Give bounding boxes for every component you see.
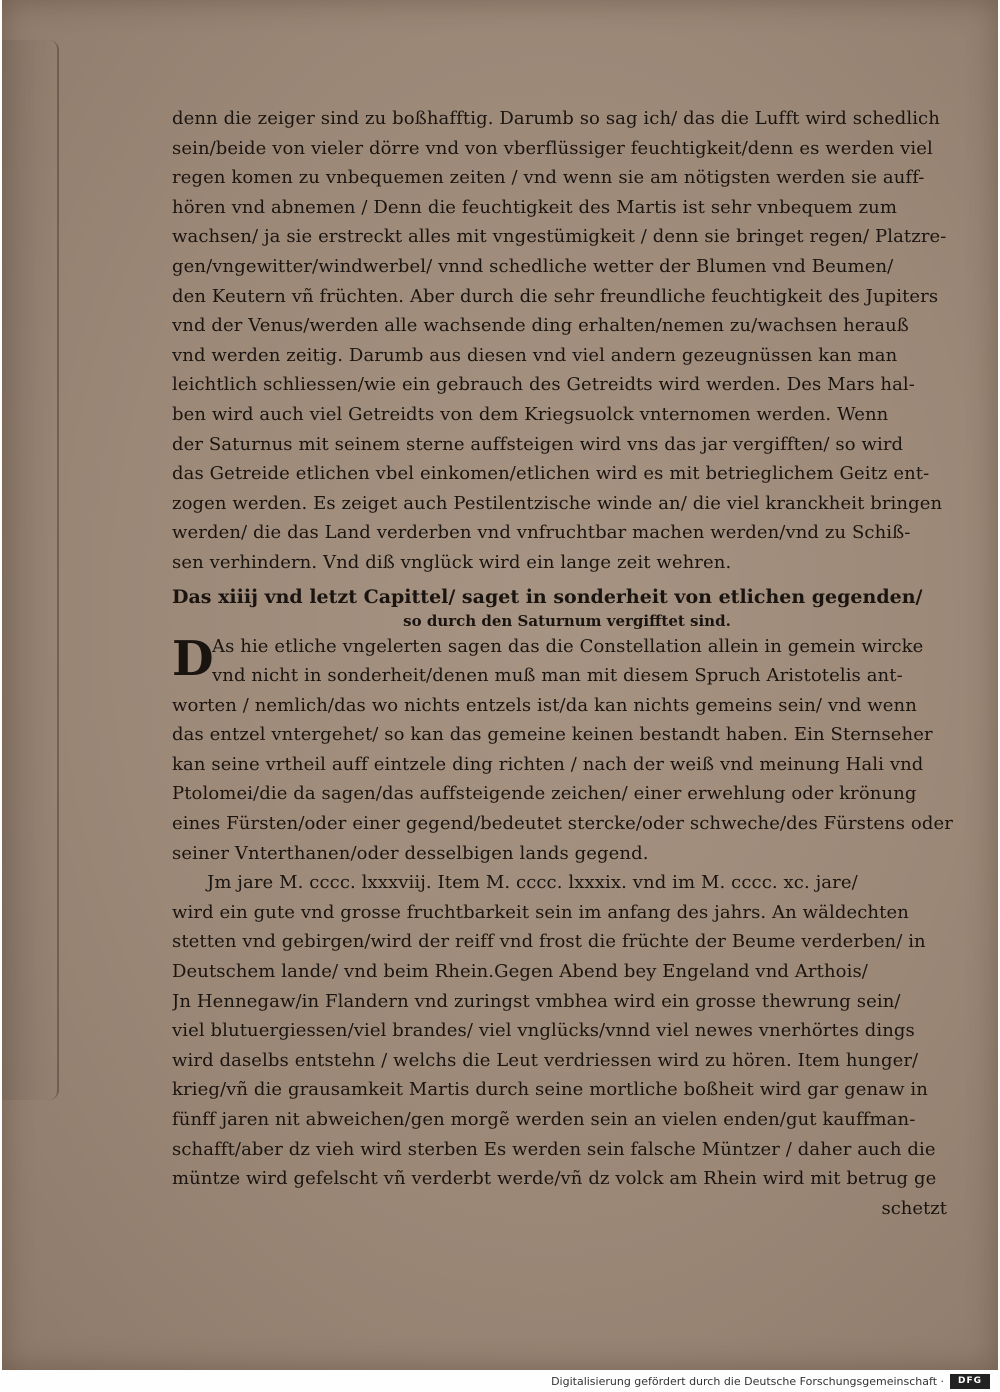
- paragraph-part3: [172, 898, 962, 1194]
- paragraph-part2: [172, 691, 962, 869]
- text-line: seiner Vnterthanen/oder desselbigen lands gegend.: [172, 842, 649, 864]
- paragraph-part1: [172, 104, 962, 578]
- text-line: regen komen zu vnbequemen zeiten / vnd wenn sie am nötigsten werden sie auff-: [172, 167, 925, 189]
- text-line: Ptolomei/die da sagen/das auffsteigende zeichen/ einer erwehlung oder krönung: [172, 783, 917, 805]
- text-line: das Getreide etlichen vbel einkomen/etlichen wird es mit betrieglichem Geitz ent-: [172, 463, 930, 485]
- text-line: worten / nemlich/das wo nichts entzels ist/da kan nichts gemeins sein/ vnd wenn: [172, 694, 917, 716]
- text-line: wachsen/ ja sie erstreckt alles mit vngestümigkeit / denn sie bringet regen/ Platzre-: [172, 226, 947, 248]
- text-block: [172, 104, 962, 1223]
- book-page: [2, 0, 998, 1370]
- text-line: Jn Hennegaw/in Flandern vnd zuringst vmbhea wird ein grosse thewrung sein/: [172, 990, 901, 1012]
- dropcap-paragraph: [172, 632, 962, 691]
- text-line: schafft/aber dz vieh wird sterben Es werden sein falsche Müntzer / daher auch die: [172, 1138, 936, 1160]
- drop-cap: D: [172, 630, 214, 687]
- text-line: krieg/vñ die grausamkeit Martis durch seine mortliche boßheit wird gar genaw in: [172, 1079, 928, 1101]
- text-line: fünff jaren nit abweichen/gen morgẽ werden sein an vielen enden/gut kauffman-: [172, 1109, 916, 1130]
- text-line: müntze wird gefelscht vñ verderbt werde/vñ dz volck am Rhein wird mit betrug ge: [172, 1168, 937, 1190]
- text-line: wird ein gute vnd grosse fruchtbarkeit sein im anfang des jahrs. An wäldechten: [172, 901, 909, 923]
- text-line: der Saturnus mit seinem sterne auffsteigen wird vns das jar vergifften/ so wird: [172, 433, 904, 455]
- text-line: sein/beide von vieler dörre vnd von vberflüssiger feuchtigkeit/denn es werden viel: [172, 137, 933, 159]
- text-line: viel blutuergiessen/viel brandes/ viel vnglücks/vnnd viel newes vnerhörtes dings: [172, 1020, 915, 1042]
- text-line: vnd werden zeitig. Darumb aus diesen vnd viel andern gezeugnüssen kan man: [172, 344, 898, 366]
- text-line: gen/vngewitter/windwerbel/ vnnd schedliche wetter der Blumen vnd Beumen/: [172, 255, 894, 277]
- chapter-heading: Das xiiij vnd letzt Capittel/ saget in sonderheit von etlichen gegenden/: [172, 585, 923, 608]
- text-line: eines Fürsten/oder einer gegend/bedeutet stercke/oder schweche/des Fürstens oder: [172, 813, 953, 835]
- footer-credit: Digitalisierung gefördert durch die Deutsche Forschungsgemeinschaft ·: [551, 1375, 944, 1388]
- text-line: As hie etliche vngelerten sagen das die Constellation allein in gemein wircke: [212, 635, 924, 657]
- catchword: schetzt: [881, 1197, 947, 1219]
- text-line: sen verhindern. Vnd diß vnglück wird ein lange zeit wehren.: [172, 551, 732, 573]
- text-line: wird daselbs entstehn / welchs die Leut verdriessen wird zu hören. Item hunger/: [172, 1049, 919, 1071]
- text-line: Deutschem lande/ vnd beim Rhein.Gegen Abend bey Engeland vnd Arthois/: [172, 961, 868, 983]
- binding-fold: [2, 40, 59, 1100]
- text-line: das entzel vntergehet/ so kan das gemeine keinen bestandt haben. Ein Sternseher: [172, 724, 933, 746]
- dfg-logo: DFG: [950, 1374, 990, 1389]
- chapter-subheading: so durch den Saturnum vergifftet sind.: [403, 611, 731, 630]
- text-line: zogen werden. Es zeiget auch Pestilentzische winde an/ die viel kranckheit bringen: [172, 492, 943, 514]
- text-line: leichtlich schliessen/wie ein gebrauch des Getreidts wird werden. Des Mars hal-: [172, 374, 915, 396]
- text-line: hören vnd abnemen / Denn die feuchtigkeit des Martis ist sehr vnbequem zum: [172, 196, 897, 218]
- text-line: werden/ die das Land verderben vnd vnfruchtbar machen werden/vnd zu Schiß-: [172, 522, 911, 544]
- text-line: vnd der Venus/werden alle wachsende ding erhalten/nemen zu/wachsen herauß: [172, 315, 909, 337]
- text-line: vnd nicht in sonderheit/denen muß man mit diesem Spruch Aristotelis ant-: [212, 665, 903, 687]
- text-line: ben wird auch viel Getreidts von dem Kriegsuolck vnternomen werden. Wenn: [172, 403, 889, 425]
- text-line: stetten vnd gebirgen/wird der reiff vnd frost die früchte der Beume verderben/ in: [172, 931, 926, 953]
- text-line: kan seine vrtheil auff eintzele ding richten / nach der weiß vnd meinung Hali vnd: [172, 753, 924, 775]
- footer-bar: [0, 1372, 1000, 1392]
- text-line: den Keutern vñ früchten. Aber durch die sehr freundliche feuchtigkeit des Jupiters: [172, 285, 939, 307]
- text-line: denn die zeiger sind zu boßhafftig. Darumb so sag ich/ das die Lufft wird schedlich: [172, 108, 940, 129]
- text-line-indented: Jm jare M. cccc. lxxxviij. Item M. cccc. lxxxix. vnd im M. cccc. xc. jare/: [207, 872, 858, 894]
